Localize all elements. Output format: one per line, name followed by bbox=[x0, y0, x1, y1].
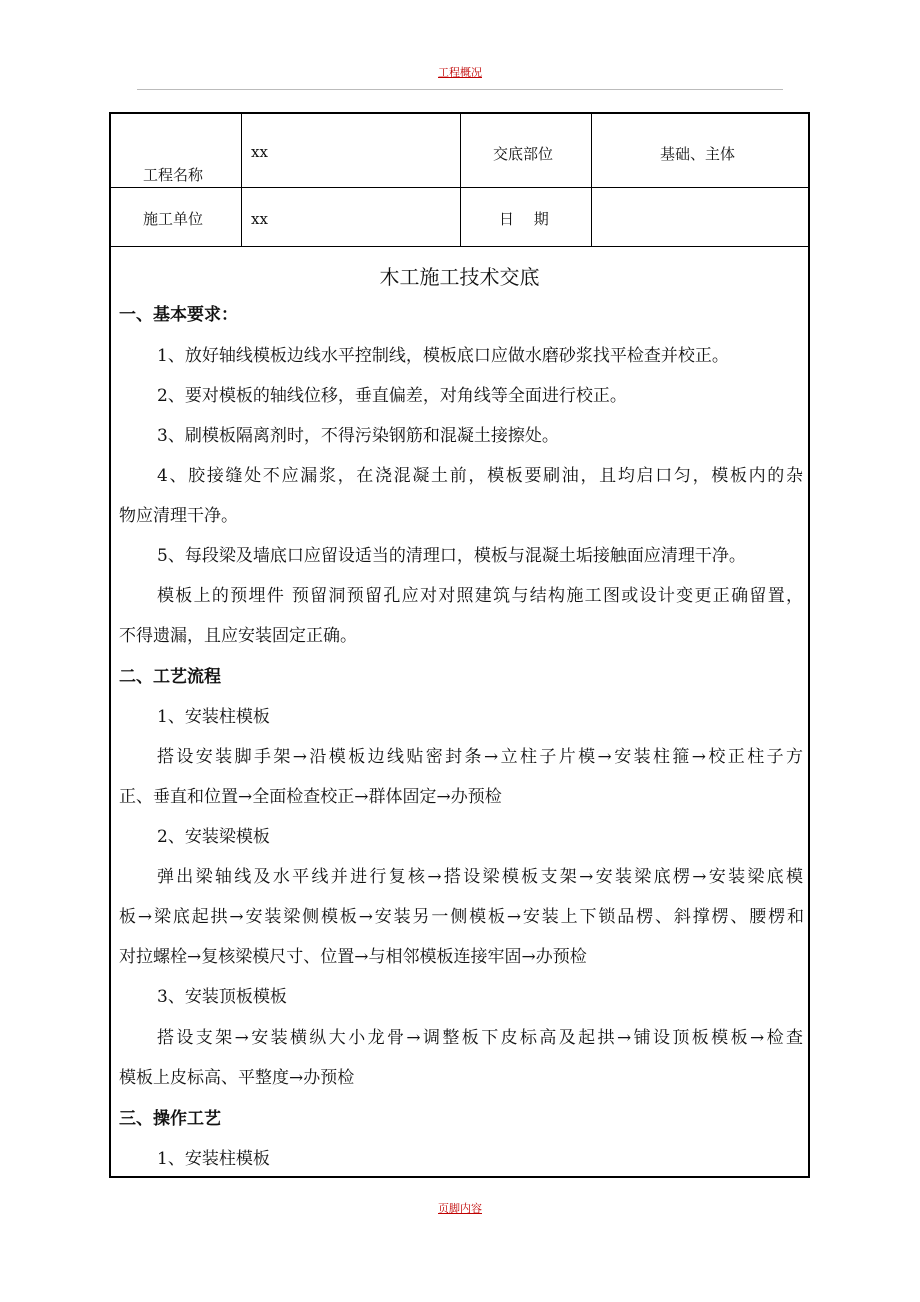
paragraph-line: 4、胶接缝处不应漏浆，在浇混凝土前，模板要刷油，且均启口匀，模板内的杂 bbox=[157, 466, 803, 486]
paragraph-line: 搭设安装脚手架→沿模板边线贴密封条→立柱子片模→安装柱箍→校正柱子方 bbox=[157, 747, 803, 767]
page-footer: 页脚内容 bbox=[438, 1202, 482, 1215]
paragraph-line: 3、刷模板隔离剂时，不得污染钢筋和混凝土接擦处。 bbox=[157, 426, 559, 446]
paragraph-line: 模板上的预埋件 预留洞预留孔应对对照建筑与结构施工图或设计变更正确留置， bbox=[157, 586, 803, 606]
paragraph-line: 弹出梁轴线及水平线并进行复核→搭设梁模板支架→安装梁底楞→安装梁底模 bbox=[157, 867, 803, 887]
section-heading: 一、基本要求： bbox=[119, 305, 238, 325]
subsection-heading: 1、安装柱模板 bbox=[157, 707, 270, 727]
project-name-value-cell bbox=[242, 114, 461, 188]
paragraph-line: 搭设支架→安装横纵大小龙骨→调整板下皮标高及起拱→铺设顶板模板→检查 bbox=[157, 1028, 803, 1048]
subsection-heading: 2、安装梁模板 bbox=[157, 827, 270, 847]
project-name-value: xx bbox=[251, 143, 268, 161]
construction-unit-label: 施工单位 bbox=[143, 210, 204, 228]
subsection-heading: 1、安装柱模板 bbox=[157, 1149, 270, 1169]
paragraph-line: 物应清理干净。 bbox=[119, 506, 238, 526]
section-heading: 二、工艺流程 bbox=[119, 667, 221, 687]
disclosure-part-label-cell bbox=[461, 114, 592, 188]
section-heading: 三、操作工艺 bbox=[119, 1109, 221, 1129]
date-label-cell bbox=[461, 188, 592, 247]
header-divider bbox=[137, 89, 783, 90]
subsection-heading: 3、安装顶板模板 bbox=[157, 987, 287, 1007]
paragraph-line: 5、每段梁及墙底口应留设适当的清理口，模板与混凝土垢接触面应清理干净。 bbox=[157, 546, 746, 566]
project-name-label: 工程名称 bbox=[143, 166, 204, 184]
construction-unit-label-cell bbox=[111, 188, 242, 247]
disclosure-part-value: 基础、主体 bbox=[660, 145, 736, 163]
paragraph-line: 1、放好轴线模板边线水平控制线，模板底口应做水磨砂浆找平检查并校正。 bbox=[157, 346, 729, 366]
construction-unit-value: xx bbox=[251, 210, 268, 228]
date-label: 日 期 bbox=[499, 210, 549, 228]
paragraph-line: 对拉螺栓→复核梁模尺寸、位置→与相邻模板连接牢固→办预检 bbox=[119, 947, 587, 967]
date-value-cell bbox=[592, 188, 808, 247]
project-name-label-cell bbox=[111, 114, 242, 188]
disclosure-part-value-cell bbox=[592, 114, 808, 188]
disclosure-part-label: 交底部位 bbox=[493, 145, 554, 163]
document-title: 木工施工技术交底 bbox=[379, 265, 540, 289]
paragraph-line: 模板上皮标高、平整度→办预检 bbox=[119, 1068, 355, 1088]
paragraph-line: 正、垂直和位置→全面检查校正→群体固定→办预检 bbox=[119, 787, 502, 807]
disclosure-table bbox=[109, 112, 810, 1178]
paragraph-line: 2、要对模板的轴线位移，垂直偏差，对角线等全面进行校正。 bbox=[157, 386, 627, 406]
paragraph-line: 不得遗漏，且应安装固定正确。 bbox=[119, 626, 357, 646]
page-header: 工程概况 bbox=[438, 66, 482, 79]
construction-unit-value-cell bbox=[242, 188, 461, 247]
paragraph-line: 板→梁底起拱→安装梁侧模板→安装另一侧模板→安装上下锁品楞、斜撑楞、腰楞和 bbox=[119, 907, 804, 927]
